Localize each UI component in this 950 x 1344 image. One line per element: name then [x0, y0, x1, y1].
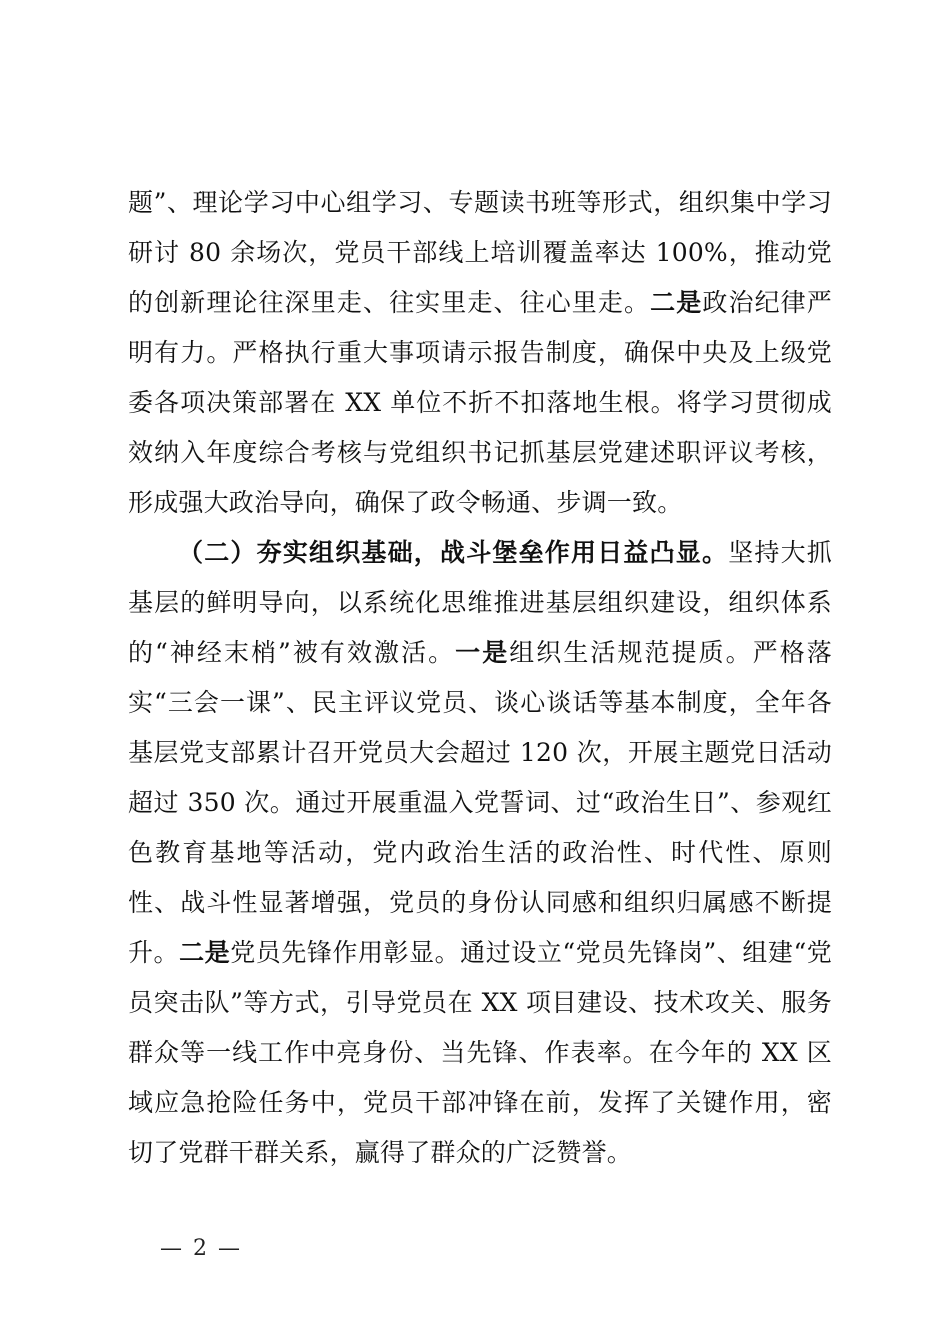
paragraph-political-discipline: [128, 178, 832, 528]
section-heading: （二）夯实组织基础，战斗堡垒作用日益凸显。: [178, 538, 729, 567]
bold-ordinal-first: 一是: [455, 638, 510, 667]
page-number: — 2 —: [160, 1236, 242, 1261]
paragraph-text: 坚持大抓基层的鲜明导向，以系统化思维推进基层组织建设，组织体系的“神经末梢”被有效激活。: [128, 538, 833, 667]
paragraph-text: 组织生活规范提质。严格落实“三会一课”、民主评议党员、谈心谈话等基本制度，全年各基层党支部累计召开党员大会超过 120 次，开展主题党日活动超过 350 次。通过开展重温入党誓词、过“政治生日”、参观红色教育基地等活动，党内政治生活的政治性、时代性、原则性、战斗性显著增强，党员的身份认同感和组织归属感不断提升。: [128, 638, 832, 967]
bold-ordinal-second: 二是: [179, 938, 231, 967]
paragraph-organization-foundation: [128, 528, 832, 1178]
document-body: [128, 178, 832, 1178]
paragraph-text: 政治纪律严明有力。严格执行重大事项请示报告制度，确保中央及上级党委各项决策部署在 XX 单位不折不扣落地生根。将学习贯彻成效纳入年度综合考核与党组织书记抓基层党建述职评议考核，形成强大政治导向，确保了政令畅通、步调一致。: [128, 288, 832, 517]
paragraph-text: 题”、理论学习中心组学习、专题读书班等形式，组织集中学习研讨 80 余场次，党员干部线上培训覆盖率达 100%，推动党的创新理论往深里走、往实里走、往心里走。: [128, 188, 832, 317]
paragraph-text: 党员先锋作用彰显。通过设立“党员先锋岗”、组建“党员突击队”等方式，引导党员在 XX 项目建设、技术攻关、服务群众等一线工作中亮身份、当先锋、作表率。在今年的 XX 区域应急抢险任务中，党员干部冲锋在前，发挥了关键作用，密切了党群干群关系，赢得了群众的广泛赞誉。: [128, 938, 832, 1167]
bold-ordinal-second: 二是: [650, 288, 703, 317]
